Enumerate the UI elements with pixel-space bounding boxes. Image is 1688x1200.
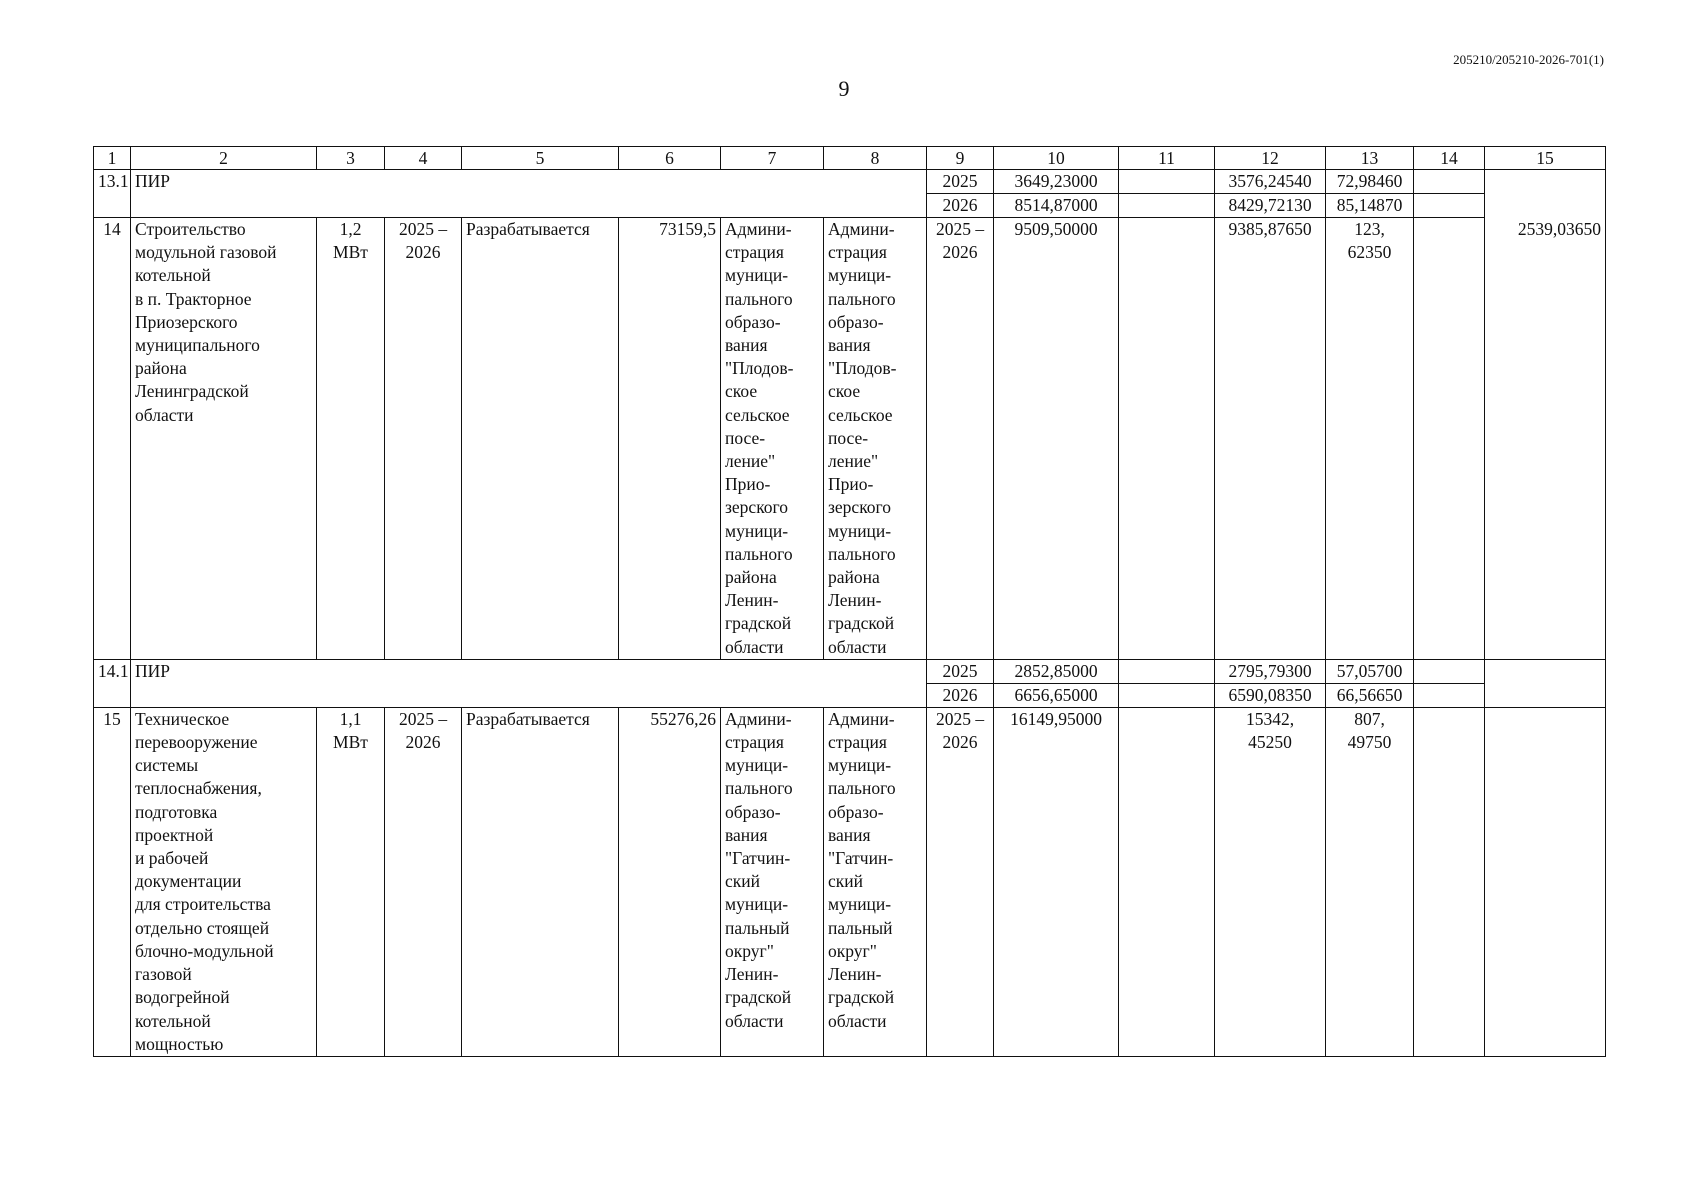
row-number: 14 <box>94 218 131 660</box>
amount-col14 <box>1414 218 1485 660</box>
amount-col13: 57,05700 <box>1326 659 1414 683</box>
column-header: 3 <box>317 147 385 170</box>
amount-col13: 85,14870 <box>1326 194 1414 218</box>
object-name: Техническое перевооружение системы теплоснабжения, подготовка проектной и рабочей документации для строительства отдельно стоящей блочно-модульной газовой водогрейной котельной мощностью <box>131 707 317 1056</box>
years-cell: 2025 – 2026 <box>927 218 994 660</box>
amount-col13: 72,98460 <box>1326 170 1414 194</box>
amount-col12: 3576,24540 <box>1215 170 1326 194</box>
page-number: 9 <box>838 76 850 101</box>
table-row <box>94 218 1606 660</box>
amount-total: 3649,23000 <box>994 170 1119 194</box>
power-cell: 1,2 МВт <box>317 218 385 660</box>
amount-col12: 2795,79300 <box>1215 659 1326 683</box>
column-header: 7 <box>721 147 824 170</box>
column-header: 2 <box>131 147 317 170</box>
amount-col12: 15342, 45250 <box>1215 707 1326 1056</box>
year-cell: 2026 <box>927 194 994 218</box>
row-title: ПИР <box>131 659 927 707</box>
row-number: 15 <box>94 707 131 1056</box>
amount-col15 <box>1485 707 1606 1056</box>
table-row <box>94 659 1606 683</box>
amount-col13: 66,56650 <box>1326 683 1414 707</box>
column-header: 6 <box>619 147 721 170</box>
column-header: 11 <box>1119 147 1215 170</box>
column-header: 5 <box>462 147 619 170</box>
amount-col15: 2539,03650 <box>1485 170 1606 660</box>
power-cell: 1,1 МВт <box>317 707 385 1056</box>
column-header: 12 <box>1215 147 1326 170</box>
row-number: 14.1 <box>94 659 131 707</box>
customer-cell: Админи- страция муници- пального образо- вания "Плодов- ское сельское посе- ление" Прио- зерского муници- пального района Ленин- градской области <box>721 218 824 660</box>
amount-col14 <box>1414 707 1485 1056</box>
amount-col11 <box>1119 707 1215 1056</box>
status-cell: Разрабатывается <box>462 707 619 1056</box>
contractor-cell: Админи- страция муници- пального образо- вания "Гатчин- ский муници- пальный округ" Ленин- градской области <box>824 707 927 1056</box>
table-row <box>94 707 1606 1056</box>
amount-col14 <box>1414 194 1485 218</box>
year-cell: 2026 <box>927 683 994 707</box>
column-header: 13 <box>1326 147 1414 170</box>
column-header: 15 <box>1485 147 1606 170</box>
amount-col14 <box>1414 170 1485 194</box>
amount-col13: 123, 62350 <box>1326 218 1414 660</box>
cost-cell: 73159,5 <box>619 218 721 660</box>
period-cell: 2025 – 2026 <box>385 707 462 1056</box>
amount-col11 <box>1119 170 1215 194</box>
amount-col11 <box>1119 683 1215 707</box>
document-id: 205210/205210-2026-701(1) <box>1453 52 1604 67</box>
amount-col12: 8429,72130 <box>1215 194 1326 218</box>
amount-col12: 9385,87650 <box>1215 218 1326 660</box>
column-header: 9 <box>927 147 994 170</box>
contractor-cell: Админи- страция муници- пального образо- вания "Плодов- ское сельское посе- ление" Прио- зерского муници- пального района Ленин- градской области <box>824 218 927 660</box>
amount-col14 <box>1414 683 1485 707</box>
column-header: 10 <box>994 147 1119 170</box>
amount-col12: 6590,08350 <box>1215 683 1326 707</box>
year-cell: 2025 <box>927 170 994 194</box>
status-cell: Разрабатывается <box>462 218 619 660</box>
customer-cell: Админи- страция муници- пального образо- вания "Гатчин- ский муници- пальный округ" Ленин- градской области <box>721 707 824 1056</box>
column-header: 14 <box>1414 147 1485 170</box>
column-header: 8 <box>824 147 927 170</box>
column-number-row <box>94 147 1606 170</box>
amount-col15 <box>1485 659 1606 707</box>
amount-total: 6656,65000 <box>994 683 1119 707</box>
amount-total: 16149,95000 <box>994 707 1119 1056</box>
projects-table <box>93 146 1606 1057</box>
amount-total: 8514,87000 <box>994 194 1119 218</box>
amount-col14 <box>1414 659 1485 683</box>
row-number: 13.1 <box>94 170 131 218</box>
column-header: 4 <box>385 147 462 170</box>
cost-cell: 55276,26 <box>619 707 721 1056</box>
amount-col11 <box>1119 194 1215 218</box>
row-title: ПИР <box>131 170 927 218</box>
amount-col11 <box>1119 659 1215 683</box>
amount-col11 <box>1119 218 1215 660</box>
year-cell: 2025 <box>927 659 994 683</box>
years-cell: 2025 – 2026 <box>927 707 994 1056</box>
object-name: Строительство модульной газовой котельной в п. Тракторное Приозерского муниципального района Ленинградской области <box>131 218 317 660</box>
column-header: 1 <box>94 147 131 170</box>
amount-total: 2852,85000 <box>994 659 1119 683</box>
amount-col13: 807, 49750 <box>1326 707 1414 1056</box>
table-row <box>94 170 1606 194</box>
period-cell: 2025 – 2026 <box>385 218 462 660</box>
amount-total: 9509,50000 <box>994 218 1119 660</box>
